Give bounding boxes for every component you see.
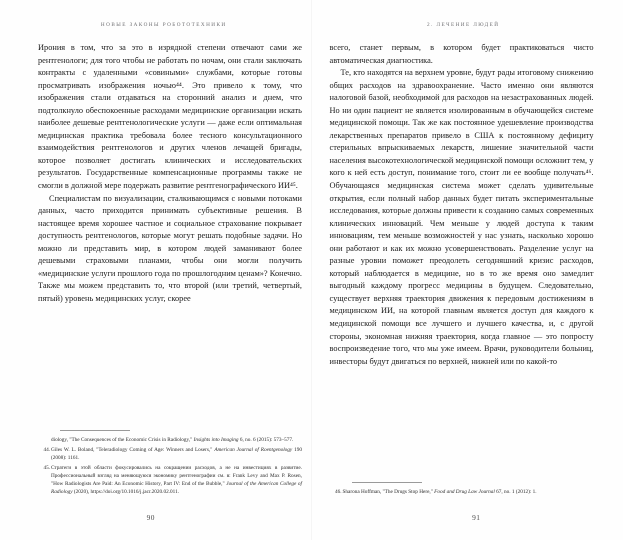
footnotes-left xyxy=(38,430,302,496)
footnote-text: Стратеги в этой области фокусировались на сокращении расходов, а не на инвестициях в развитие. Профессиональный взгляд на меняющуюся экономику рентгенографии см. в: Frank Levy and Max P. Rosen, "How Radiologists Are Paid: An Economic History, Part IV: End of the Bubble," xyxy=(51,464,302,487)
footnote-text: 190 (2008): 1161. xyxy=(51,446,302,462)
footnote-number: 45. xyxy=(43,464,50,471)
footnotes-right xyxy=(330,482,594,496)
paragraph: Те, кто находятся на верхнем уровне, будут рады итоговому снижению общих расходов на здравоохранение. Часто именно они являются налоговой базой, необходимой для расходов на незастрахованных людей. Но ни один пациент не является изолированным в обучающейся системе медицинской помощи. Так же как постоянное удешевление производства лекарственных препаратов привело в США к постоянному дефициту стерильных впрыскиваемых лекарств, лишение значительной части населения высокотехнологической медицинской помощи осложнит тем, у кого к ней есть доступ, понимание того, стоит ли ее вообще получать⁴⁶. Обучающаяся медицинская система может сделать удивительные открытия, если полный набор данных будет питать экспериментальные исследования, которые должны привести к созданию самых современных клинических инноваций. Чем меньше у людей доступа к таким инновациям, тем меньше возможностей у нас узнать, насколько хорошо они работают и как их можно усовершенствовать. Разделение услуг на разные уровни поможет преодолеть сегодняшний кризис расходов, который наблюдается в медицине, но в то же время оно замедлит выгодный каждому прогресс медицины в будущем. Следовательно, существует верхняя траектория движения к передовым достижениям в медицинском ИИ, на которой главным является доступ для каждого к медицинской помощи все лучшего и лучшего качества, и, с другой стороны, экономная нижняя траектория, когда главное — это попросту воспроизведение того, что мы уже имеем. Врачи, руководители больниц, инвесторы будут двигаться по верхней, нижней или по какой-то xyxy=(329,68,594,366)
running-head-right: 2. ЛЕЧЕНИЕ ЛЮДЕЙ xyxy=(427,22,500,28)
paragraph: Специалистам по визуализации, сталкивающимся с новыми потоками данных, часто приходится принимать субъективные решения. В настоящее время хорошее частное и социальное страхование покрывает доступность рентгенологов, которые могут решать подобные задачи. Но можно ли представить мир, в котором людей заманивают более дешевыми страховыми планами, чтобы они могли получить «медицинские услуги прошлого года по прошлогодним ценам»? Конечно. Также мы можем представить то, что второй (или третий, четвертый, пятый) уровень медицинских услуг, скорее xyxy=(38,193,302,303)
footnote-list xyxy=(330,488,594,496)
footnote-list xyxy=(38,436,302,496)
footnote-item xyxy=(38,436,302,444)
footnote-item xyxy=(330,488,594,496)
footnote-text: Giles W. L. Boland, "Teleradiology Coming of Age: Winners and Losers," xyxy=(51,446,215,453)
page-number-left: 90 xyxy=(146,513,155,522)
page-right xyxy=(312,0,623,540)
footnote-divider xyxy=(352,482,422,483)
footnote-text: Sharona Hoffman, "The Drugs Stop Here," xyxy=(342,488,435,495)
body-text-right xyxy=(330,42,594,368)
footnote-item xyxy=(38,464,302,496)
footnote-title-italic: American Journal of Roentgenology xyxy=(214,446,293,453)
footnote-title-italic: Insights into Imaging xyxy=(193,437,239,444)
paragraph: всего, станет первым, в котором будет практиковаться чисто автоматическая диагностика. xyxy=(329,43,594,65)
footnote-text: (2020), https://doi.org/10.1016/j.jacr.2020.02.011. xyxy=(72,488,180,495)
footnote-number: 46. xyxy=(334,488,342,495)
footnote-title-italic: Food and Drug Law Journal xyxy=(434,488,495,495)
page-number-right: 91 xyxy=(472,513,481,522)
footnote-number: 44. xyxy=(43,446,50,453)
footnote-item xyxy=(38,446,302,462)
footnote-text: 67, no. 1 (2012): 1. xyxy=(494,488,537,495)
footnote-text: diology, "The Consequences of the Economic Crisis in Radiology," xyxy=(51,437,194,444)
footnote-text: 6, no. 6 (2015): 573–577. xyxy=(238,437,294,444)
footnote-divider xyxy=(60,430,130,431)
running-head-left: НОВЫЕ ЗАКОНЫ РОБОТОТЕХНИКИ xyxy=(100,22,227,28)
body-text-left xyxy=(38,42,302,305)
footnote-title-italic: Journal of the American College of Radiology xyxy=(51,480,303,495)
paragraph: Ирония в том, что за это в изрядной степени отвечают сами же рентгенологи; для того чтобы не работать по ночам, они стали заключать контракты с удаленными «совиными» службами, которые готовы просматривать изображения ночью⁴⁴. Это привело к тому, что изображения стали отдаваться на сторонний анализ и днем, что подтолкнуло обеспокоенные расходами медицинские организации искать наиболее дешевые рентгенологические услуги — даже если оптимальная медицинская практика требовала более тесного консультационного взаимодействия рентгенологов и других членов лечащей бригады, которое позволяет достигать клинических и исследовательских результатов. Государственные компенсационные программы также не смогли в должной мере подержать развитие рентгенографического ИИ⁴⁵. xyxy=(38,43,302,191)
